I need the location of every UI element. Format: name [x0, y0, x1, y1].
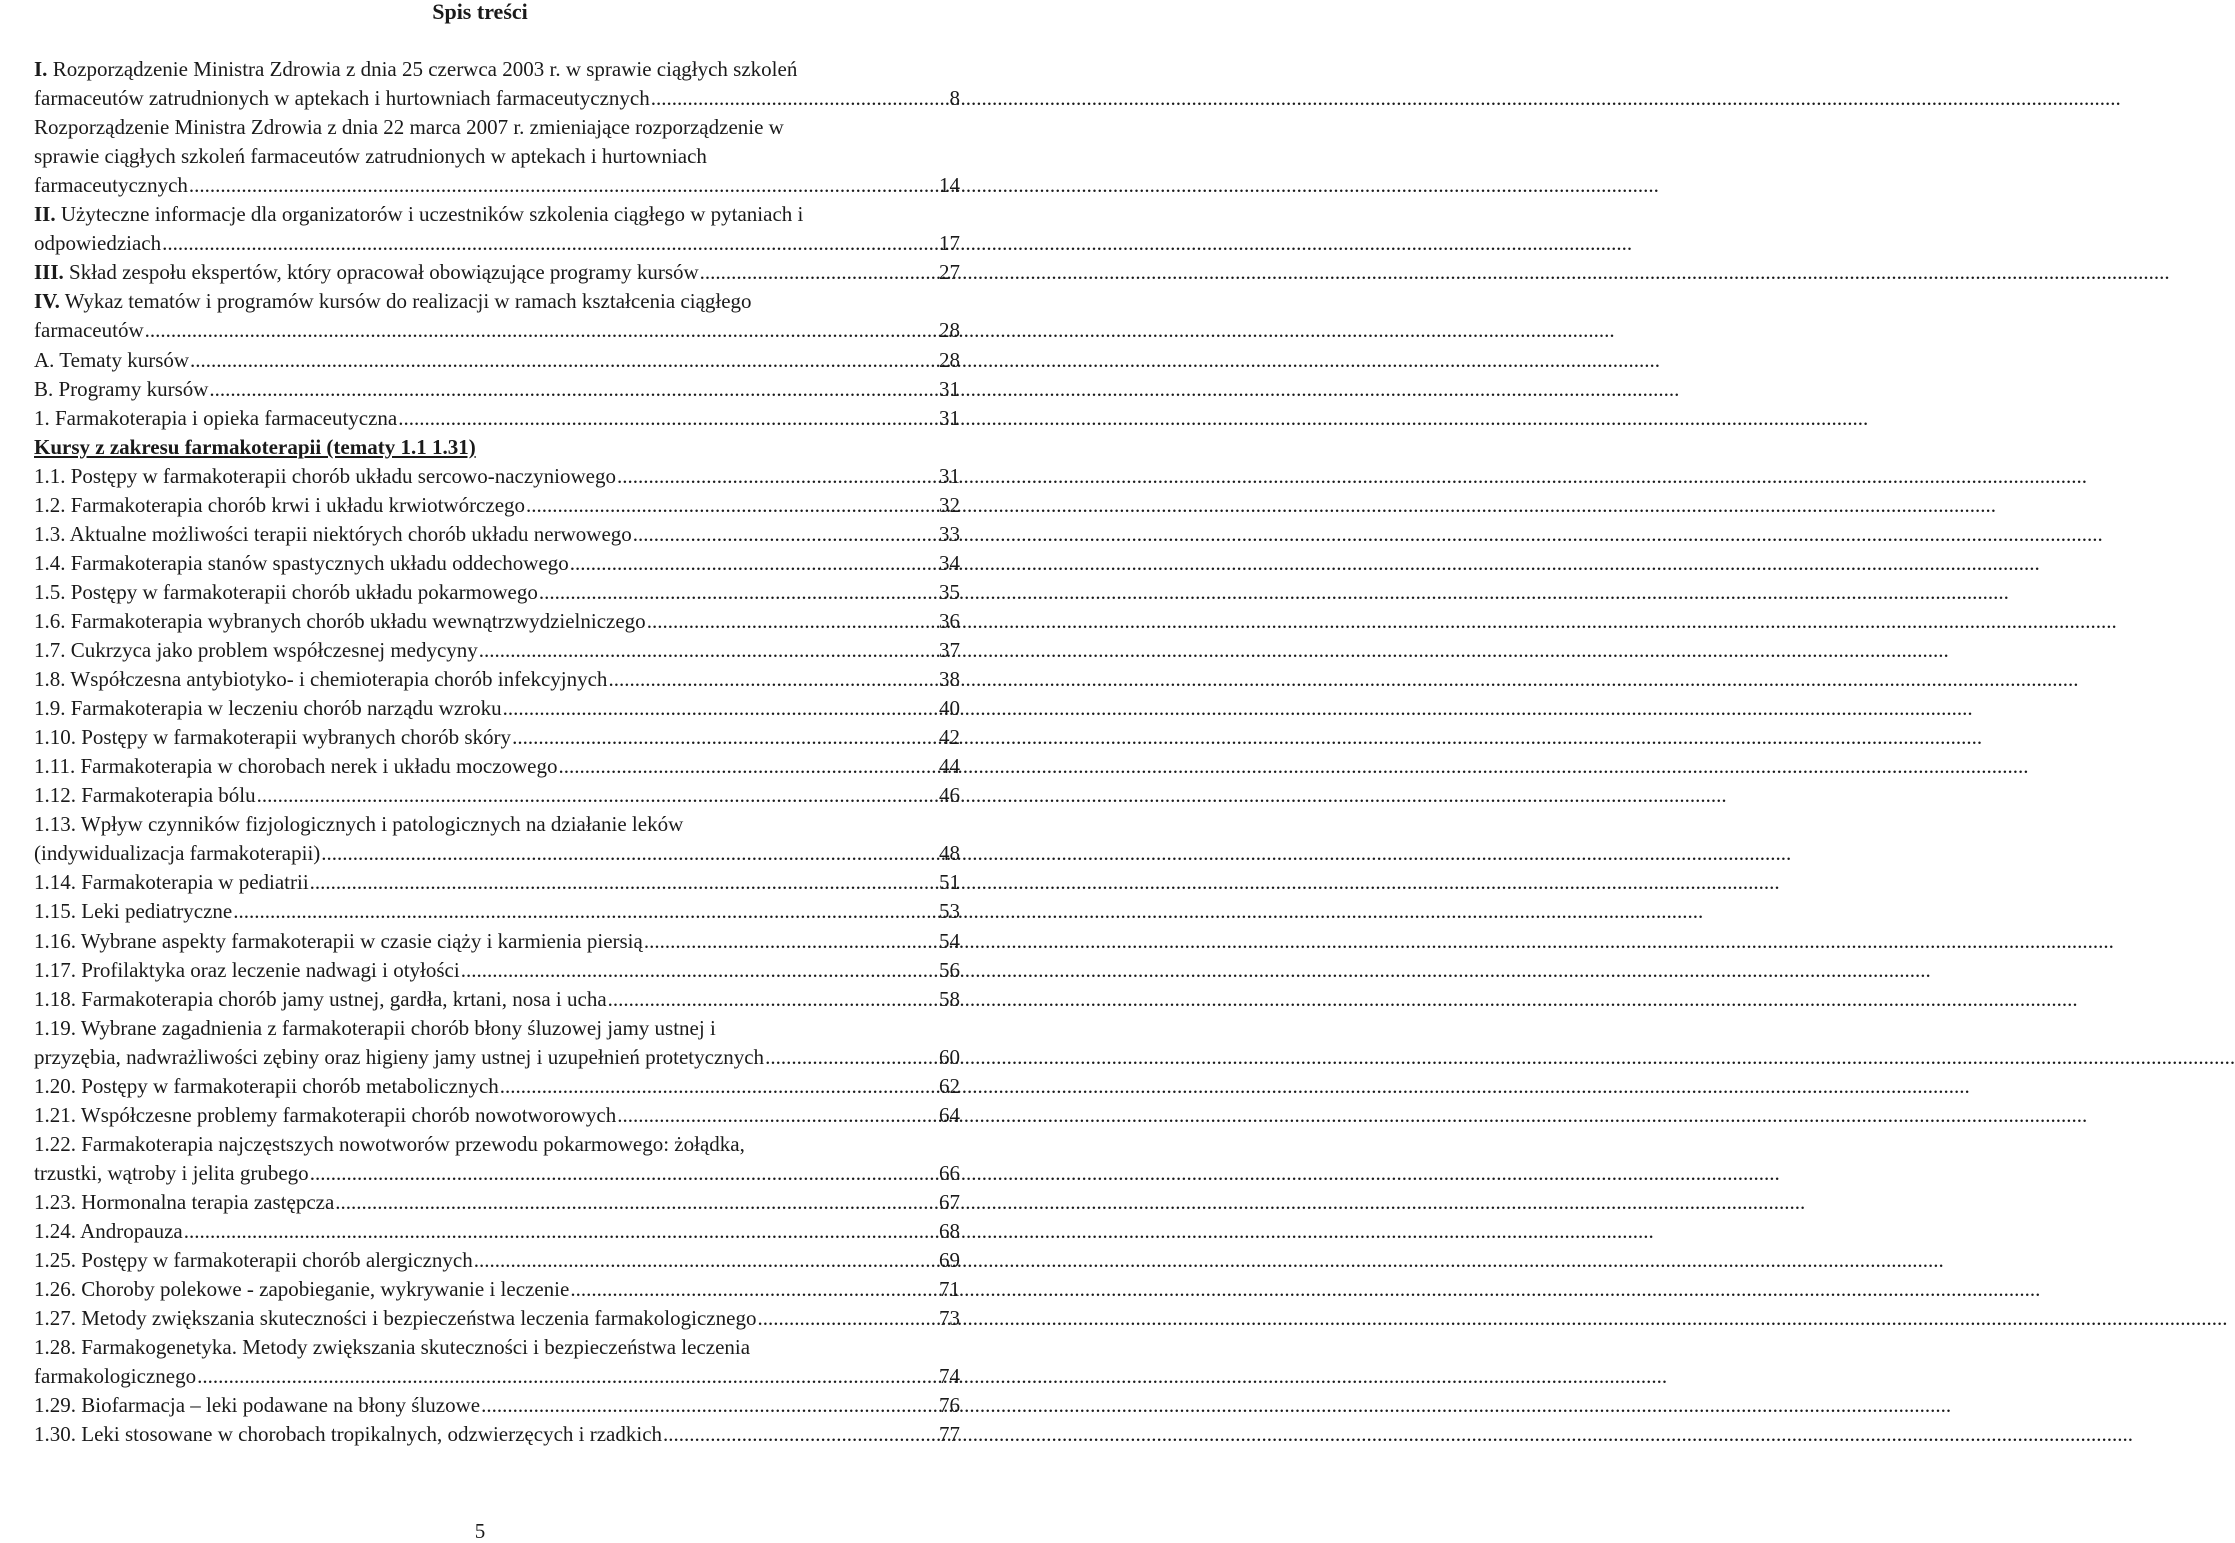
dot-leader — [539, 578, 938, 607]
toc-entry[interactable] — [34, 375, 960, 404]
toc-page-number: 28 — [939, 318, 960, 342]
dot-leader — [500, 1072, 938, 1101]
toc-entry[interactable] — [34, 433, 960, 462]
toc-entry-text: 1.13. Wpływ czynników fizjologicznych i patologicznych na działanie leków — [34, 812, 684, 836]
toc-entry[interactable] — [34, 1043, 960, 1072]
toc-entry[interactable] — [34, 549, 960, 578]
toc-entry-text: 1.11. Farmakoterapia w chorobach nerek i układu moczowego — [34, 754, 558, 778]
toc-entry-text: 1.25. Postępy w farmakoterapii chorób alergicznych — [34, 1248, 473, 1272]
dot-leader — [651, 84, 949, 113]
toc-entry-text: 1.23. Hormonalna terapia zastępcza — [34, 1190, 335, 1214]
toc-entry[interactable] — [34, 1159, 960, 1188]
toc-page-number: 31 — [939, 377, 960, 401]
toc-entry[interactable] — [34, 985, 960, 1014]
toc-entry-text: farmakologicznego — [34, 1364, 197, 1388]
toc-page-number: 69 — [939, 1248, 960, 1272]
toc-entry-text: 1.18. Farmakoterapia chorób jamy ustnej, gardła, krtani, nosa i ucha — [34, 987, 607, 1011]
toc-entry-text: 1.3. Aktualne możliwości terapii niektórych chorób układu nerwowego — [34, 522, 632, 546]
toc-entry[interactable] — [34, 578, 960, 607]
toc-page-number: 31 — [939, 464, 960, 488]
toc-entry[interactable] — [34, 462, 960, 491]
dot-leader — [558, 752, 938, 781]
dot-leader — [197, 1362, 938, 1391]
toc-entry[interactable] — [34, 491, 960, 520]
toc-entry[interactable] — [34, 55, 960, 84]
toc-entry[interactable] — [34, 1333, 960, 1362]
dot-leader — [233, 897, 938, 926]
toc-entry-text: 1.21. Współczesne problemy farmakoterapii chorób nowotworowych — [34, 1103, 617, 1127]
toc-entry-text: odpowiedziach — [34, 231, 162, 255]
dot-leader — [398, 404, 938, 433]
toc-entry-text: B. Programy kursów — [34, 377, 209, 401]
toc-entry[interactable] — [34, 84, 960, 113]
toc-entry-text: farmaceutów zatrudnionych w aptekach i hurtowniach farmaceutycznych — [34, 86, 650, 110]
toc-page-number: 67 — [939, 1190, 960, 1214]
toc-entry-number: IV. — [34, 289, 60, 313]
toc-entry[interactable] — [34, 200, 960, 229]
toc-entry[interactable] — [34, 1188, 960, 1217]
toc-entry-text: 1. Farmakoterapia i opieka farmaceutyczna — [34, 406, 398, 430]
dot-leader — [461, 956, 938, 985]
dot-leader — [617, 462, 938, 491]
toc-entry[interactable] — [34, 1014, 960, 1043]
toc-entry[interactable] — [34, 636, 960, 665]
toc-entry[interactable] — [34, 897, 960, 926]
toc-entry-text: 1.2. Farmakoterapia chorób krwi i układu krwiotwórczego — [34, 493, 526, 517]
toc-page-number: 74 — [939, 1364, 960, 1388]
toc-entry-text: Wykaz tematów i programów kursów do realizacji w ramach kształcenia ciągłego — [59, 289, 752, 313]
toc-entry[interactable] — [34, 810, 960, 839]
toc-entry[interactable] — [34, 1246, 960, 1275]
toc-page-number: 8 — [949, 86, 960, 110]
toc-page-number: 48 — [939, 841, 960, 865]
toc-page-number: 60 — [939, 1045, 960, 1069]
toc-entry-text: sprawie ciągłych szkoleń farmaceutów zatrudnionych w aptekach i hurtowniach — [34, 144, 707, 168]
dot-leader — [190, 346, 938, 375]
toc-entry-text: 1.30. Leki stosowane w chorobach tropikalnych, odzwierzęcych i rzadkich — [34, 1422, 663, 1446]
toc-entry-text: 1.17. Profilaktyka oraz leczenie nadwagi i otyłości — [34, 958, 460, 982]
toc-page-number: 71 — [939, 1277, 960, 1301]
toc-entry[interactable] — [34, 868, 960, 897]
toc-entry[interactable] — [34, 1217, 960, 1246]
toc-entry[interactable] — [34, 1420, 960, 1449]
dot-leader — [335, 1188, 938, 1217]
toc-entry-text: Użyteczne informacje dla organizatorów i uczestników szkolenia ciągłego w pytaniach i — [55, 202, 804, 226]
toc-entry[interactable] — [34, 1101, 960, 1130]
dot-leader — [184, 1217, 938, 1246]
dot-leader — [474, 1246, 938, 1275]
toc-entry[interactable] — [34, 258, 960, 287]
dot-leader — [310, 1159, 938, 1188]
toc-page-number: 36 — [939, 609, 960, 633]
toc-page-number: 35 — [939, 580, 960, 604]
dot-leader — [310, 868, 938, 897]
toc-entry[interactable] — [34, 694, 960, 723]
toc-page-number: 73 — [939, 1306, 960, 1330]
toc-entry-text: 1.7. Cukrzyca jako problem współczesnej medycyny — [34, 638, 478, 662]
toc-page-number: 28 — [939, 348, 960, 372]
toc-section-heading: Kursy z zakresu farmakoterapii (tematy 1.1 1.31) — [34, 435, 476, 459]
toc-entry[interactable] — [34, 229, 960, 258]
toc-entry-text: 1.12. Farmakoterapia bólu — [34, 783, 256, 807]
toc-page-number: 42 — [939, 725, 960, 749]
toc-entry-text: farmaceutycznych — [34, 173, 188, 197]
dot-leader — [570, 549, 938, 578]
toc-entry-number: II. — [34, 202, 56, 226]
toc-entry[interactable] — [34, 839, 960, 868]
toc-page-number: 77 — [939, 1422, 960, 1446]
toc-entry-text: (indywidualizacja farmakoterapii) — [34, 841, 321, 865]
toc-entry-text: 1.29. Biofarmacja – leki podawane na błony śluzowe — [34, 1393, 481, 1417]
dot-leader — [145, 316, 938, 345]
toc-entry[interactable] — [34, 346, 960, 375]
toc-page-number: 58 — [939, 987, 960, 1011]
dot-leader — [663, 1420, 938, 1449]
dot-leader — [481, 1391, 938, 1420]
toc-page-number: 54 — [939, 929, 960, 953]
toc-entry-text: 1.4. Farmakoterapia stanów spastycznych układu oddechowego — [34, 551, 569, 575]
dot-leader — [757, 1304, 938, 1333]
toc-entry[interactable] — [34, 1304, 960, 1333]
toc-page-number: 66 — [939, 1161, 960, 1185]
dot-leader — [644, 927, 938, 956]
toc-entry-text: 1.26. Choroby polekowe - zapobieganie, wykrywanie i leczenie — [34, 1277, 570, 1301]
toc-page-number: 53 — [939, 899, 960, 923]
toc-page-number: 64 — [939, 1103, 960, 1127]
toc-entry[interactable] — [34, 607, 960, 636]
toc-entry[interactable] — [34, 665, 960, 694]
toc-page-number: 68 — [939, 1219, 960, 1243]
dot-leader — [526, 491, 938, 520]
dot-leader — [647, 607, 938, 636]
toc-entry-number: I. — [34, 57, 48, 81]
toc-entry-text: 1.28. Farmakogenetyka. Metody zwiększania skuteczności i bezpieczeństwa leczenia — [34, 1335, 751, 1359]
dot-leader — [608, 985, 938, 1014]
toc-entry-text: Rozporządzenie Ministra Zdrowia z dnia 22 marca 2007 r. zmieniające rozporządzenie w — [34, 115, 784, 139]
toc-page-number: 51 — [939, 870, 960, 894]
toc-page-number: 14 — [939, 173, 960, 197]
toc-page-number: 37 — [939, 638, 960, 662]
toc-entry-text: 1.20. Postępy w farmakoterapii chorób metabolicznych — [34, 1074, 499, 1098]
toc-entry[interactable] — [34, 287, 960, 316]
dot-leader — [479, 636, 938, 665]
toc-entry-text: przyzębia, nadwrażliwości zębiny oraz higieny jamy ustnej i uzupełnień protetycznych — [34, 1045, 765, 1069]
toc-page-number: 17 — [939, 231, 960, 255]
toc-page-number: 34 — [939, 551, 960, 575]
dot-leader — [608, 665, 938, 694]
toc-entry-text: 1.5. Postępy w farmakoterapii chorób układu pokarmowego — [34, 580, 538, 604]
toc-entry[interactable] — [34, 1275, 960, 1304]
toc-entry-text: 1.27. Metody zwiększania skuteczności i bezpieczeństwa leczenia farmakologicznego — [34, 1306, 757, 1330]
toc-entry[interactable] — [34, 781, 960, 810]
toc-entry[interactable] — [34, 1072, 960, 1101]
toc-entry[interactable] — [34, 113, 960, 142]
toc-page-number: 40 — [939, 696, 960, 720]
toc-entry-text: 1.22. Farmakoterapia najczęstszych nowotworów przewodu pokarmowego: żołądka, — [34, 1132, 745, 1156]
toc-entry-text: 1.6. Farmakoterapia wybranych chorób układu wewnątrzwydzielniczego — [34, 609, 646, 633]
toc-page-number: 62 — [939, 1074, 960, 1098]
toc-page-number: 31 — [939, 406, 960, 430]
toc-page-number: 46 — [939, 783, 960, 807]
dot-leader — [503, 694, 938, 723]
dot-leader — [512, 723, 938, 752]
toc-entry-text: 1.14. Farmakoterapia w pediatrii — [34, 870, 309, 894]
toc-page-number: 76 — [939, 1393, 960, 1417]
toc-entry-text: 1.16. Wybrane aspekty farmakoterapii w czasie ciąży i karmienia piersią — [34, 929, 643, 953]
toc-entry-text: 1.24. Andropauza — [34, 1219, 183, 1243]
toc-entry-text: farmaceutów — [34, 318, 144, 342]
toc-page-number: 32 — [939, 493, 960, 517]
dot-leader — [189, 171, 938, 200]
dot-leader — [209, 375, 938, 404]
toc-entry[interactable] — [34, 723, 960, 752]
toc-page-number: 33 — [939, 522, 960, 546]
dot-leader — [700, 258, 938, 287]
toc-entry-text: Skład zespołu ekspertów, który opracował obowiązujące programy kursów — [63, 260, 699, 284]
dot-leader — [765, 1043, 938, 1072]
dot-leader — [162, 229, 938, 258]
toc-entry-text: 1.19. Wybrane zagadnienia z farmakoterapii chorób błony śluzowej jamy ustnej i — [34, 1016, 716, 1040]
toc-entry[interactable] — [34, 927, 960, 956]
toc-entry[interactable] — [34, 171, 960, 200]
toc-entry[interactable] — [34, 316, 960, 345]
toc-entry[interactable] — [34, 1130, 960, 1159]
dot-leader — [257, 781, 938, 810]
toc-page-number: 44 — [939, 754, 960, 778]
toc-entry[interactable] — [34, 752, 960, 781]
dot-leader — [617, 1101, 938, 1130]
toc-entry[interactable] — [34, 520, 960, 549]
toc-entry-text: 1.15. Leki pediatryczne — [34, 899, 233, 923]
toc-entry[interactable] — [34, 1391, 960, 1420]
toc-entry[interactable] — [34, 956, 960, 985]
toc-entry-number: III. — [34, 260, 64, 284]
toc-entry-text: 1.1. Postępy w farmakoterapii chorób układu sercowo-naczyniowego — [34, 464, 616, 488]
dot-leader — [570, 1275, 938, 1304]
toc-entry-text: 1.10. Postępy w farmakoterapii wybranych chorób skóry — [34, 725, 512, 749]
toc-page-number: 27 — [939, 260, 960, 284]
page-title: Spis treści — [432, 0, 528, 24]
toc-page-number: 38 — [939, 667, 960, 691]
toc-entry-text: Rozporządzenie Ministra Zdrowia z dnia 25 czerwca 2003 r. w sprawie ciągłych szkoleń — [47, 57, 798, 81]
toc-entry-text: trzustki, wątroby i jelita grubego — [34, 1161, 309, 1185]
toc-entry[interactable] — [34, 142, 960, 171]
toc-entry-text: 1.9. Farmakoterapia w leczeniu chorób narządu wzroku — [34, 696, 502, 720]
toc-entry-text: 1.8. Współczesna antybiotyko- i chemioterapia chorób infekcyjnych — [34, 667, 608, 691]
toc-entry[interactable] — [34, 404, 960, 433]
toc-entry-text: A. Tematy kursów — [34, 348, 190, 372]
toc-entry[interactable] — [34, 1362, 960, 1391]
dot-leader — [321, 839, 938, 868]
dot-leader — [633, 520, 938, 549]
toc-page-number: 56 — [939, 958, 960, 982]
page-number: 5 — [474, 1519, 486, 1543]
